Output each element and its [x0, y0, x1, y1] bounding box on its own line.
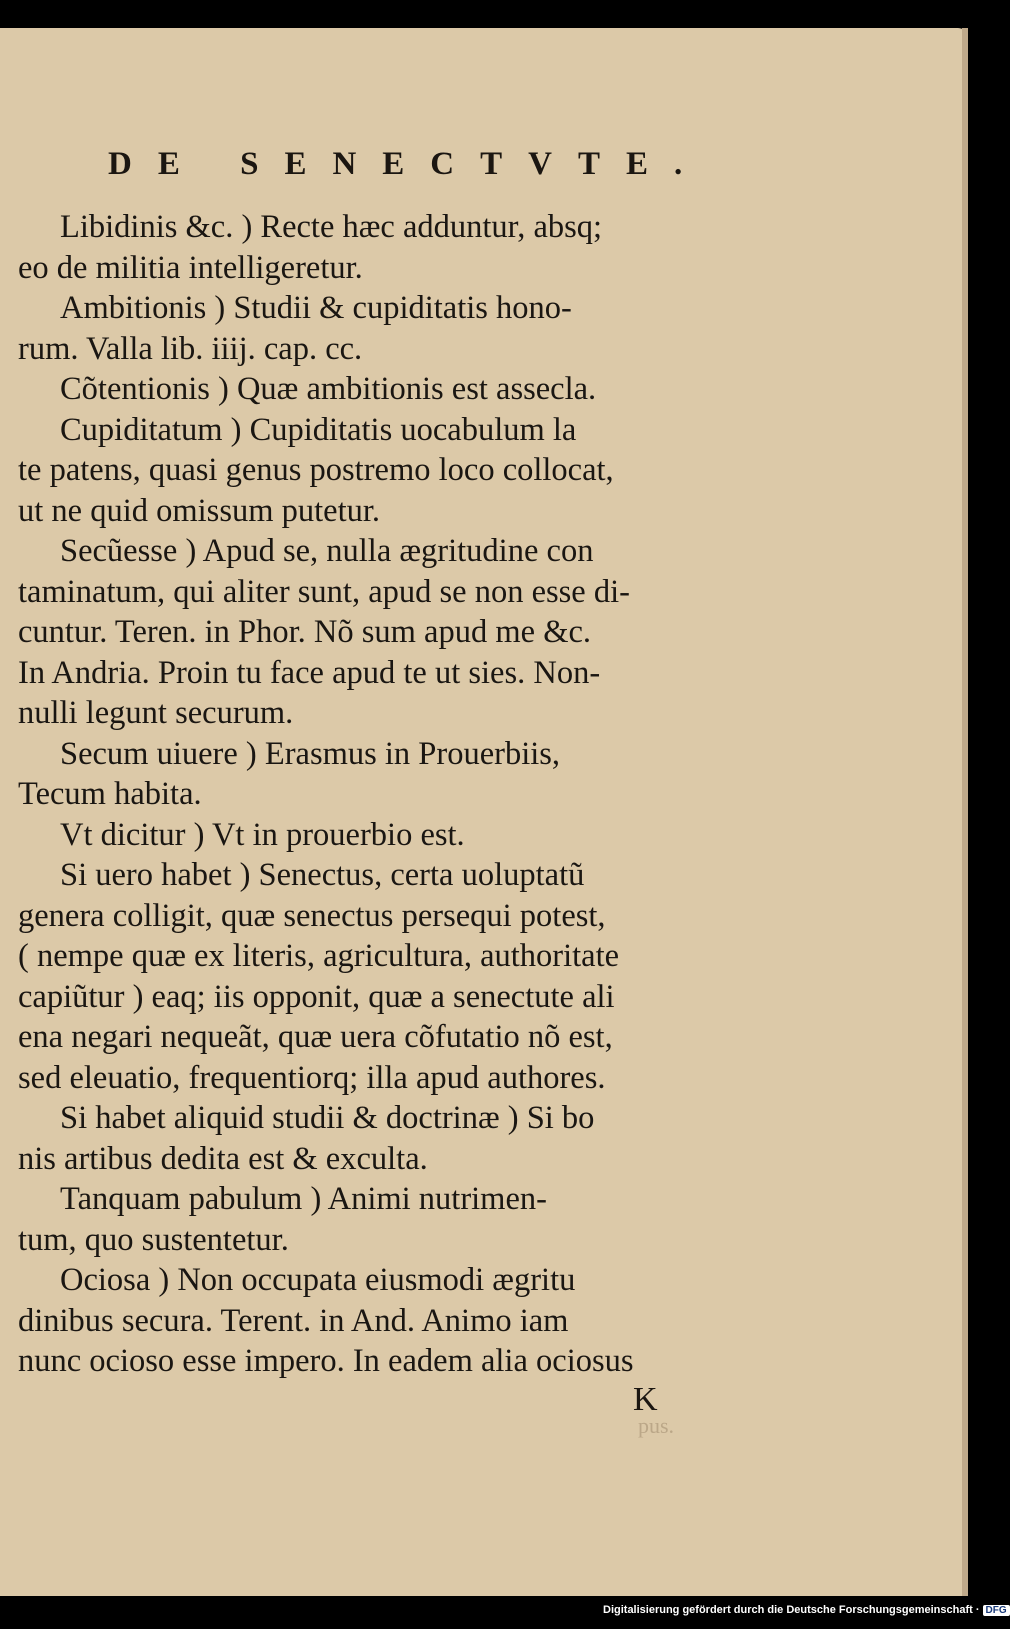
text-line: Cupiditatum ) Cupiditatis uocabulum la	[60, 411, 577, 448]
text-line: Si uero habet ) Senectus, certa uoluptatũ	[60, 857, 585, 893]
text-line: nulli legunt securum.	[18, 695, 294, 731]
text-line: rum. Valla lib. iiij. cap. cc.	[18, 330, 363, 367]
text-line: Ambitionis ) Studii & cupiditatis hono-	[60, 290, 572, 326]
dfg-logo: DFG	[983, 1605, 1010, 1616]
text-line: sed eleuatio, frequentiorq; illa apud authores.	[18, 1059, 606, 1096]
running-head: DE SENECTVTE.	[108, 146, 709, 182]
text-line: Vt dicitur ) Vt in prouerbio est.	[60, 816, 465, 853]
text-lines	[18, 207, 634, 1382]
text-line: genera colligit, quæ senectus persequi potest,	[18, 897, 606, 934]
signature-mark: K	[633, 1381, 658, 1418]
text-line: Secũesse ) Apud se, nulla ægritudine con	[60, 533, 594, 569]
text-line: Ociosa ) Non occupata eiusmodi ægritu	[60, 1262, 576, 1298]
catchword-ghost: pus.	[638, 1413, 675, 1438]
text-line: ( nempe quæ ex literis, agricultura, authoritate	[18, 938, 620, 974]
text-line: capiũtur ) eaq; iis opponit, quæ a senectute ali	[18, 978, 615, 1015]
text-line: Tecum habita.	[18, 776, 202, 812]
text-line: taminatum, qui aliter sunt, apud se non esse di-	[18, 573, 630, 610]
text-line: eo de militia intelligeretur.	[18, 249, 363, 286]
text-line: Cõtentionis ) Quæ ambitionis est assecla.	[60, 371, 597, 407]
text-line: cuntur. Teren. in Phor. Nõ sum apud me &c.	[18, 614, 592, 650]
text-line: Tanquam pabulum ) Animi nutrimen-	[60, 1181, 547, 1217]
text-line: te patens, quasi genus postremo loco collocat,	[18, 452, 614, 488]
text-line: tum, quo sustentetur.	[18, 1221, 289, 1258]
text-line: nunc ocioso esse impero. In eadem alia ociosus	[18, 1343, 634, 1379]
book-page	[0, 28, 968, 1596]
text-line: nis artibus dedita est & exculta.	[18, 1140, 428, 1177]
digitization-footer	[603, 1604, 1010, 1616]
text-line: Secum uiuere ) Erasmus in Prouerbiis,	[60, 735, 561, 772]
page-edge	[962, 28, 968, 1596]
text-line: ena negari nequeãt, quæ uera cõfutatio nõ est,	[18, 1019, 613, 1055]
footer-text: Digitalisierung gefördert durch die Deutsche Forschungsgemeinschaft ·	[603, 1604, 980, 1616]
text-line: In Andria. Proin tu face apud te ut sies. Non-	[18, 654, 601, 691]
text-line: ut ne quid omissum putetur.	[18, 492, 381, 529]
text-line: Si habet aliquid studii & doctrinæ ) Si bo	[60, 1100, 595, 1136]
text-line: Libidinis &c. ) Recte hæc adduntur, absq;	[60, 209, 603, 245]
text-line: dinibus secura. Terent. in And. Animo iam	[18, 1302, 569, 1339]
